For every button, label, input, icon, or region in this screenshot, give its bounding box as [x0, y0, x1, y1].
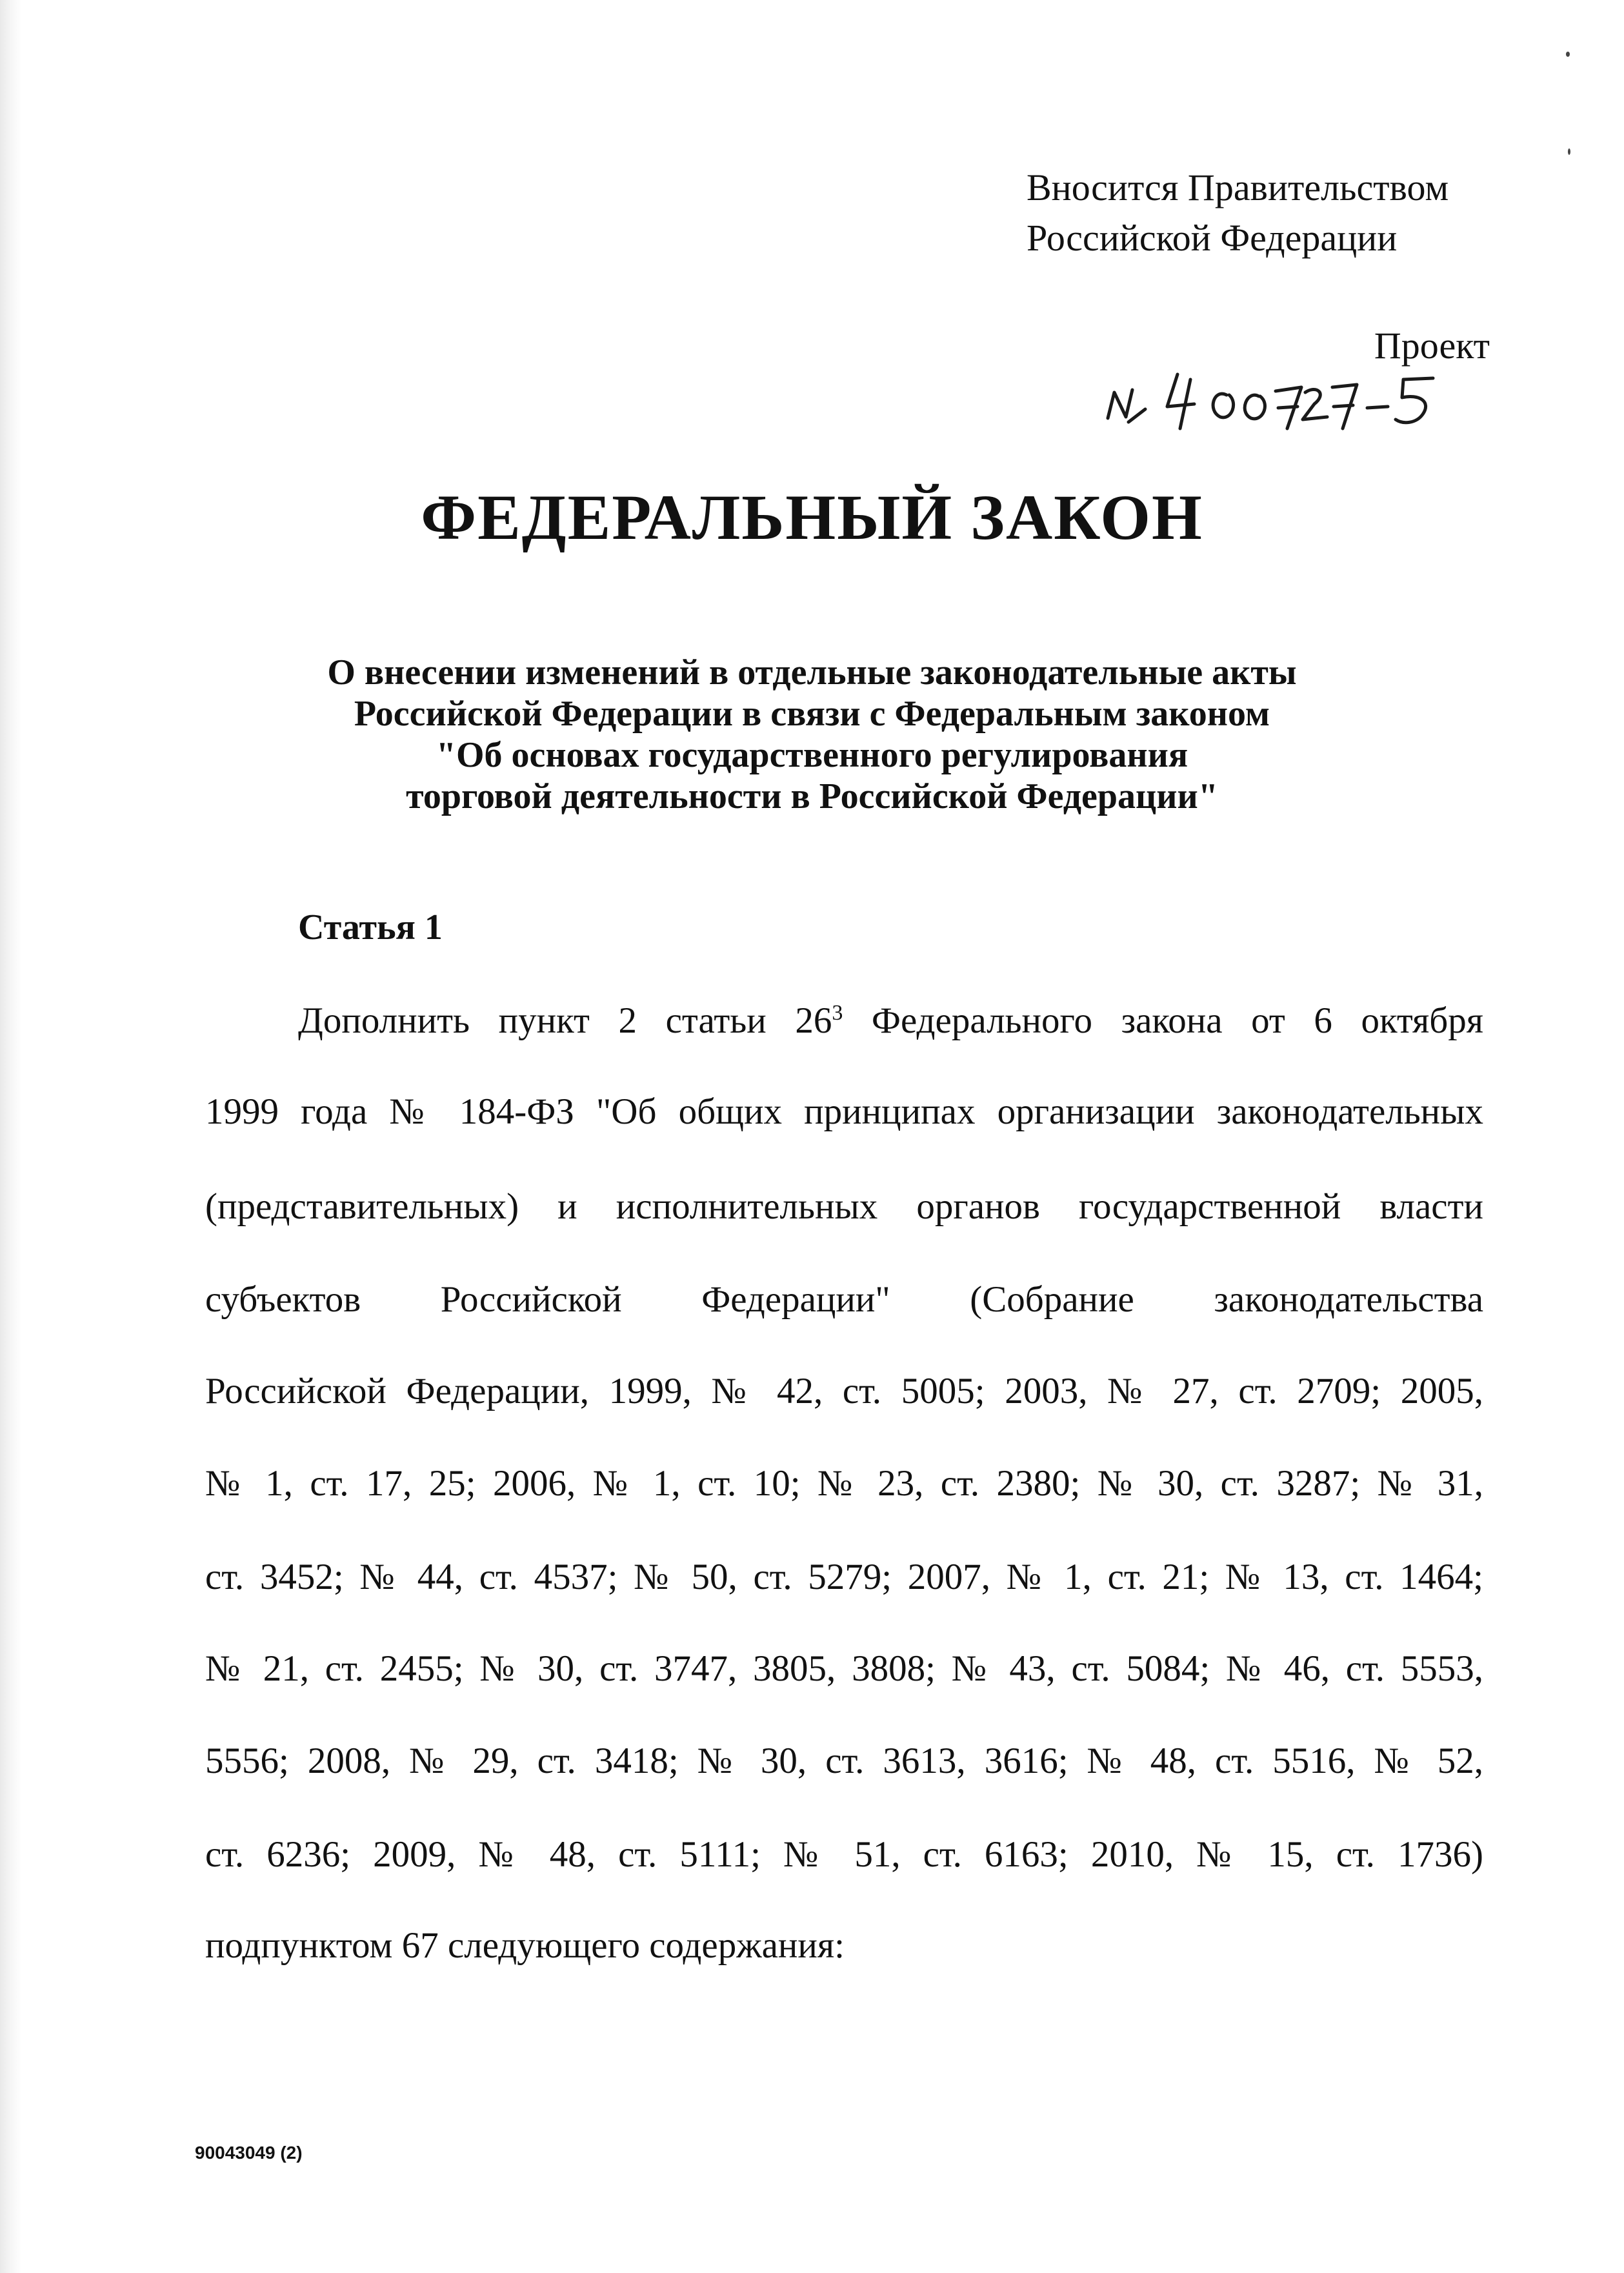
body-text-segment: Федерального закона от 6 октября	[843, 1000, 1483, 1041]
handwritten-number-drawing	[1100, 361, 1461, 439]
handwritten-registration-number	[1100, 361, 1461, 439]
body-text-line: ст. 6236; 2009, № 48, ст. 5111; № 51, ст. 6163; 2010, № 15, ст. 1736)	[205, 1834, 1483, 1875]
subtitle-line-2: Российской Федерации в связи с Федеральным законом	[354, 694, 1270, 734]
body-text-line: субъектов Российской Федерации" (Собрание законодательства	[205, 1279, 1483, 1320]
body-text-line: 5556; 2008, № 29, ст. 3418; № 30, ст. 3613, 3616; № 48, ст. 5516, № 52,	[205, 1741, 1483, 1781]
submitted-by-line-2: Российской Федерации	[1027, 217, 1398, 259]
body-text-line: (представительных) и исполнительных органов государственной власти	[205, 1186, 1483, 1227]
body-text-line: 1999 года № 184-ФЗ "Об общих принципах организации законодательных	[205, 1091, 1483, 1132]
body-text-segment: Дополнить пункт 2 статьи 26	[298, 1000, 832, 1041]
article-heading: Статья 1	[298, 907, 443, 947]
submitted-by-block	[1027, 163, 1449, 263]
body-text-line	[298, 998, 1483, 1044]
subtitle-line-4: торговой деятельности в Российской Федерации"	[406, 776, 1218, 816]
scan-edge-shadow	[0, 0, 22, 2273]
scan-speck	[1566, 52, 1570, 57]
submitted-by-line-1: Вносится Правительством	[1027, 167, 1449, 208]
article-number-superscript: 3	[832, 1001, 843, 1025]
body-text-line: № 21, ст. 2455; № 30, ст. 3747, 3805, 3808; № 43, ст. 5084; № 46, ст. 5553,	[205, 1648, 1483, 1689]
body-text-line: № 1, ст. 17, 25; 2006, № 1, ст. 10; № 23, ст. 2380; № 30, ст. 3287; № 31,	[205, 1463, 1483, 1504]
document-title: ФЕДЕРАЛЬНЫЙ ЗАКОН	[421, 481, 1203, 553]
body-text-line: подпунктом 67 следующего содержания:	[205, 1925, 845, 1966]
document-code: 90043049 (2)	[195, 2143, 303, 2163]
document-subtitle	[0, 652, 1624, 817]
scan-speck	[1568, 148, 1570, 155]
body-text-line: ст. 3452; № 44, ст. 4537; № 50, ст. 5279; 2007, № 1, ст. 21; № 13, ст. 1464;	[205, 1557, 1483, 1597]
subtitle-line-3: "Об основах государственного регулирования	[436, 735, 1188, 775]
project-label: Проект	[1374, 325, 1490, 367]
body-text-line: Российской Федерации, 1999, № 42, ст. 5005; 2003, № 27, ст. 2709; 2005,	[205, 1371, 1483, 1411]
subtitle-line-1: О внесении изменений в отдельные законодательные акты	[327, 652, 1297, 692]
